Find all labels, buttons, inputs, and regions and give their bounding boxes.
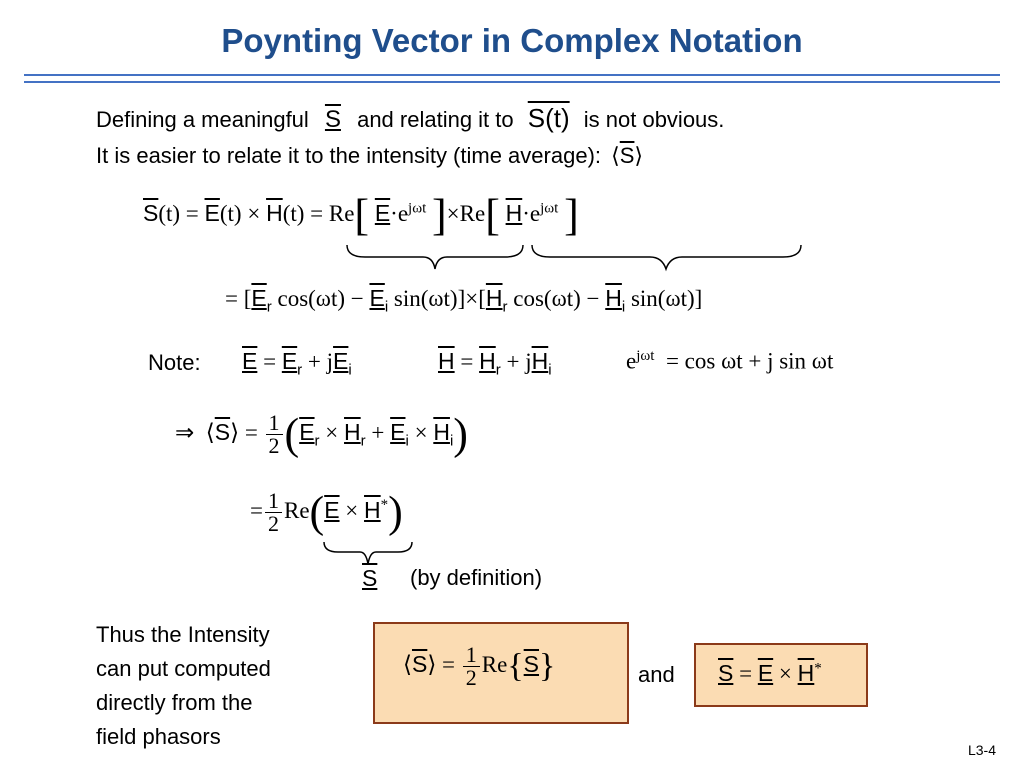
by-definition-text: (by definition) <box>410 565 543 590</box>
equation-instant-poynting: $\overline{S}(t) = \overline{E}(t) \times \overline{H}(t) = Re$[ $E\cdot e^{j\omega t}$ ]×Re[ $H\cdot e^{j\omega t}$ ] <box>143 190 579 240</box>
intensity-formula: $⟨\overline{S}⟩$ = $\frac{1}{2}$ Re{S} <box>403 642 556 690</box>
intro-line-2 <box>96 143 643 169</box>
intro-text-2: It is easier to relate it to the intensity (time average): <box>96 143 602 168</box>
intro-text-a: Defining a meaningful <box>96 107 309 132</box>
equation-expanded: = [$E_r$ $\cos(\omega t) - E_i$ $\sin(\omega t)]\times[H_r$ $\cos(\omega t) - H_i$ sin(ωt)] <box>225 285 703 316</box>
intensity-formula-box <box>373 622 629 724</box>
equation-e-phasor: $E = E_r + jE_i$ <box>242 348 352 379</box>
brace-h-term <box>530 243 805 273</box>
equation-time-average: ⇒ $⟨\overline{S}⟩$ = $\frac{1}{2}$ $(E_r \times H_r + E_i \times H_i)$ <box>175 409 468 459</box>
page-number: L3-4 <box>967 742 996 758</box>
phasor-s-symbol: S <box>324 106 341 133</box>
intro-line-1 <box>96 103 724 134</box>
slide-title: Poynting Vector in Complex Notation <box>221 22 803 59</box>
equation-h-phasor: $H = H_r + jH_i$ <box>438 348 552 379</box>
instant-s-symbol: S(t) <box>527 103 570 133</box>
brace-definition <box>322 540 414 568</box>
equation-re-form: = $\frac{1}{2}$ Re(E × H*) <box>250 487 403 537</box>
and-word: and <box>638 662 675 687</box>
equation-euler: $e^{j\omega t} = \cos \omega t + j$ sin ωt <box>626 348 834 374</box>
conclusion-text: Thus the Intensity can put computed directly from the field phasors <box>96 622 271 749</box>
complex-poynting-formula: S = E × H* <box>718 660 822 686</box>
intro-text-b: and relating it to <box>357 107 514 132</box>
complex-poynting-box <box>694 643 868 707</box>
intro-text-c: is not obvious. <box>583 107 725 132</box>
time-average-s-symbol: $⟨\overline{S}⟩$ <box>611 143 644 168</box>
title-rule-top <box>24 74 1000 76</box>
title-rule-bottom <box>24 81 1000 83</box>
note-label: Note: <box>148 350 201 375</box>
complex-poynting-symbol: S <box>362 565 378 591</box>
brace-e-term <box>345 243 525 273</box>
